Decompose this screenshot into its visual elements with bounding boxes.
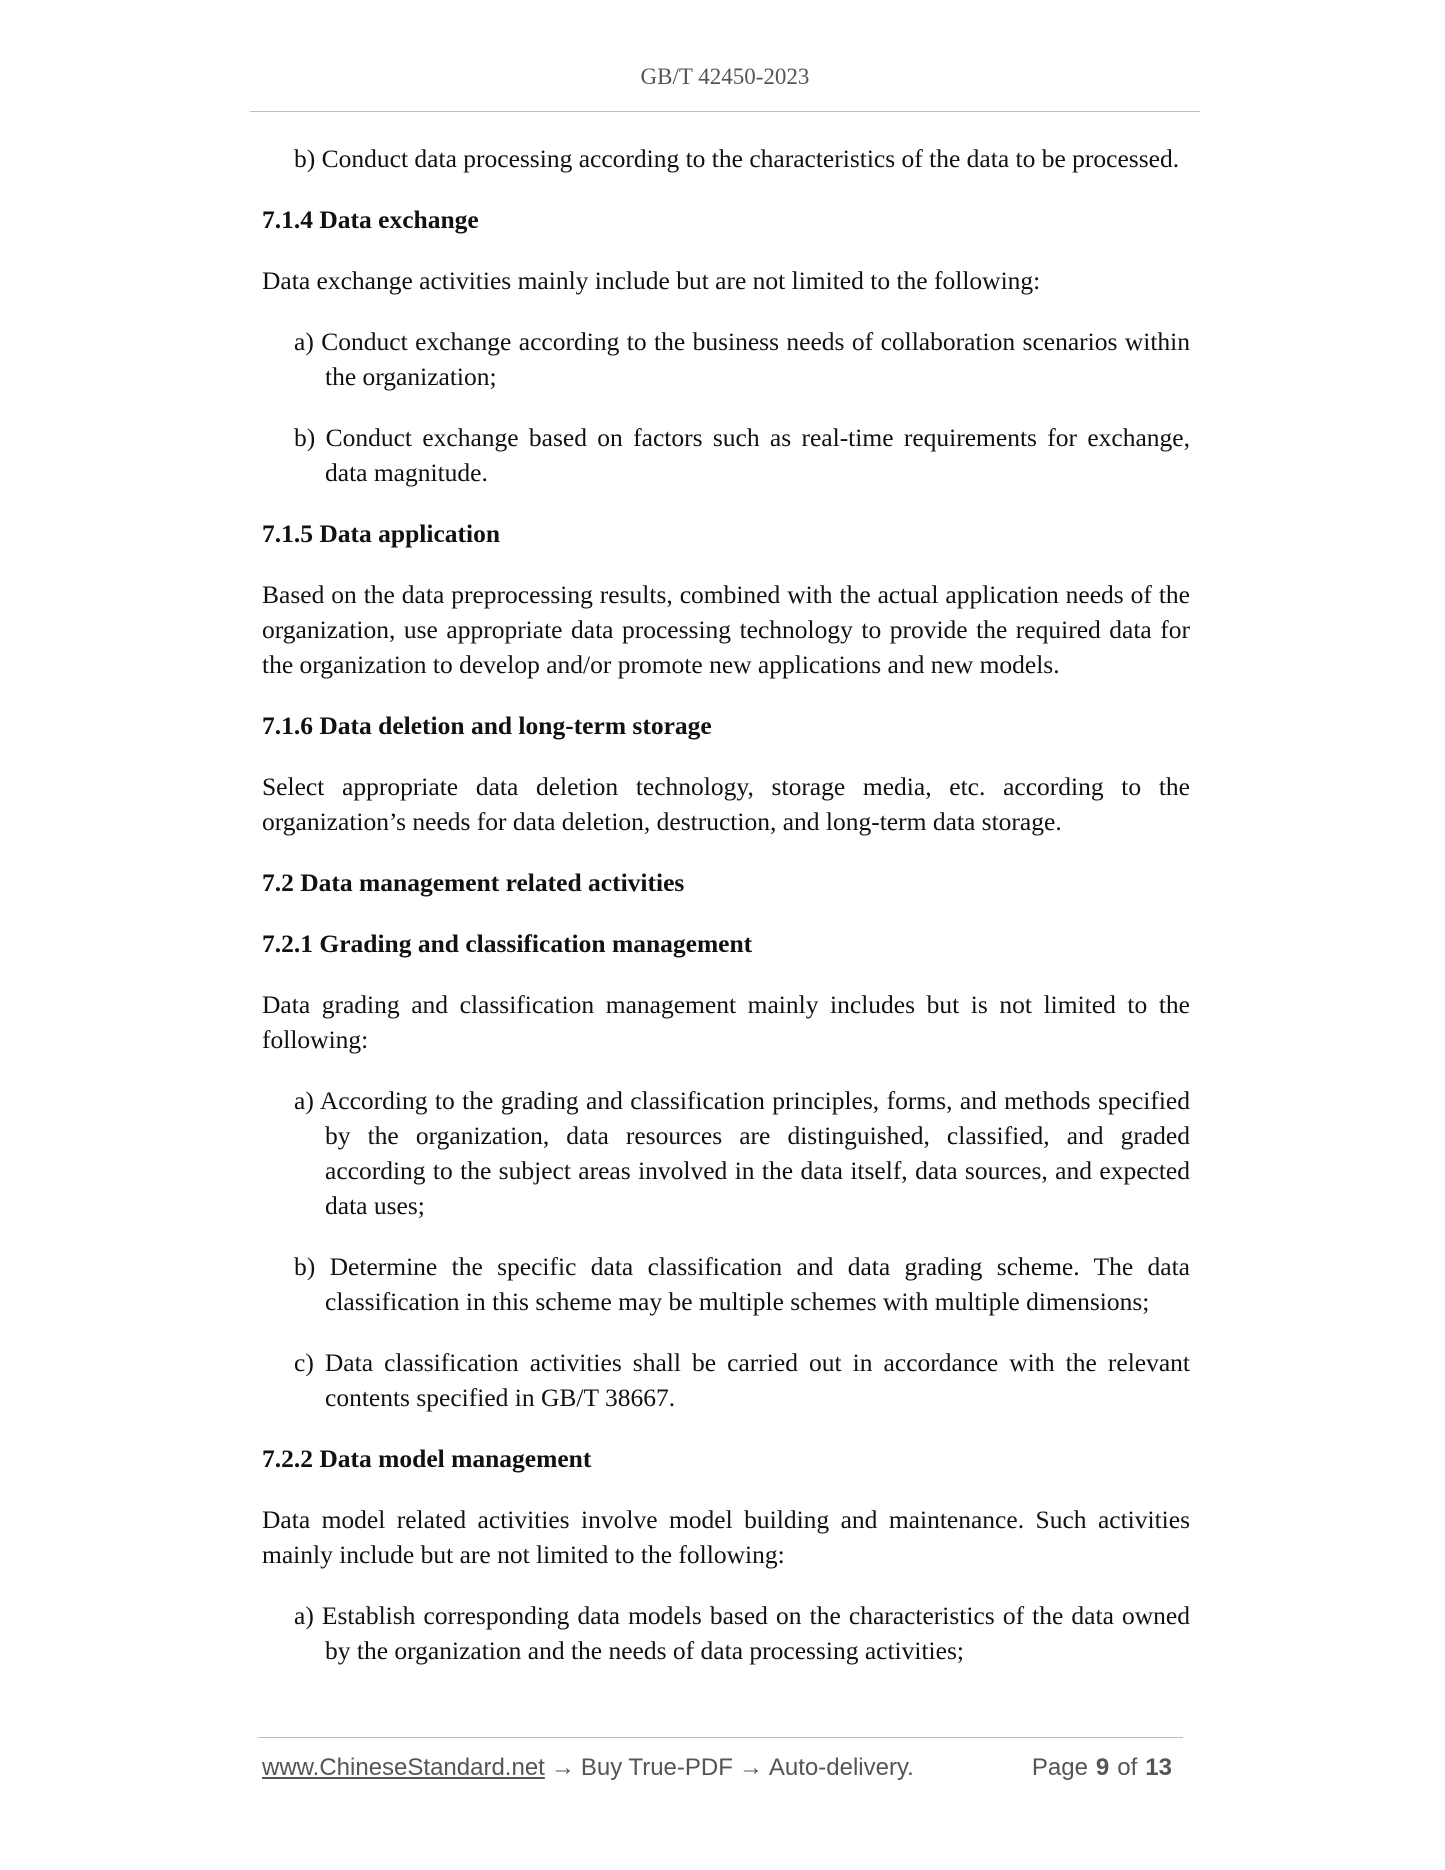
list-marker: a) [294, 1601, 314, 1630]
total-pages: 13 [1145, 1754, 1172, 1781]
list-marker: b) [294, 144, 316, 173]
page-number: 9 [1095, 1754, 1110, 1781]
list-item-text: Determine the specific data classification and data grading scheme. The data classification in this scheme may be multiple schemes with multiple dimensions; [325, 1252, 1191, 1316]
document-body [262, 141, 1190, 1694]
delivery-text: Auto-delivery. [768, 1754, 914, 1781]
list-item-text: According to the grading and classification principles, forms, and methods specified by the organization, data resources are distinguished, classified, and graded according to the subject areas involved in the data itself, data sources, and expected data uses; [319, 1086, 1191, 1220]
list-item-text: Conduct data processing according to the characteristics of the data to be processed. [321, 144, 1180, 173]
section-heading: 7.1.4 Data exchange [262, 205, 479, 234]
page-indicator [1032, 1754, 1180, 1782]
header-divider [250, 111, 1200, 112]
arrow-icon: → [550, 1754, 575, 1781]
page-label: Page [1031, 1754, 1088, 1781]
list-marker: b) [294, 423, 316, 452]
list-item [294, 324, 1190, 394]
of-label: of [1117, 1754, 1138, 1781]
paragraph: Data grading and classification management mainly includes but is not limited to the following: [262, 990, 1190, 1054]
list-item [294, 1345, 1190, 1415]
list-item [294, 1083, 1190, 1223]
arrow-icon: → [738, 1754, 763, 1781]
list-item [294, 1249, 1190, 1319]
list-item-text: Data classification activities shall be carried out in accordance with the relevant contents specified in GB/T 38667. [324, 1348, 1191, 1412]
list-marker: a) [294, 1086, 314, 1115]
paragraph: Based on the data preprocessing results, combined with the actual application needs of the organization, use appropriate data processing technology to provide the required data for the organization to develop and/or promote new applications and new models. [262, 580, 1190, 679]
site-link[interactable]: www.ChineseStandard.net [262, 1754, 545, 1781]
buy-text: Buy True-PDF [580, 1754, 733, 1781]
paragraph: Data model related activities involve model building and maintenance. Such activities mainly include but are not limited to the following: [262, 1505, 1190, 1569]
footer-divider [258, 1737, 1183, 1738]
list-item [294, 1598, 1190, 1668]
section-heading: 7.1.5 Data application [262, 519, 501, 548]
paragraph: Select appropriate data deletion technology, storage media, etc. according to the organization’s needs for data deletion, destruction, and long-term data storage. [262, 772, 1190, 836]
paragraph: Data exchange activities mainly include but are not limited to the following: [262, 266, 1041, 295]
list-item-text: Establish corresponding data models based on the characteristics of the data owned by the organization and the needs of data processing activities; [321, 1601, 1190, 1665]
section-heading: 7.2 Data management related activities [262, 868, 685, 897]
list-marker: c) [294, 1348, 314, 1377]
page-header: GB/T 42450-2023 [640, 64, 810, 89]
section-heading: 7.2.2 Data model management [262, 1444, 592, 1473]
list-marker: a) [294, 327, 314, 356]
section-heading: 7.2.1 Grading and classification management [262, 929, 753, 958]
list-item [294, 141, 1190, 176]
list-item [294, 420, 1190, 490]
section-heading: 7.1.6 Data deletion and long-term storage [262, 711, 712, 740]
list-item-text: Conduct exchange according to the business needs of collaboration scenarios within the organization; [321, 327, 1191, 391]
list-item-text: Conduct exchange based on factors such as real-time requirements for exchange, data magnitude. [325, 423, 1190, 487]
list-marker: b) [294, 1252, 316, 1281]
page-footer [262, 1754, 1180, 1782]
